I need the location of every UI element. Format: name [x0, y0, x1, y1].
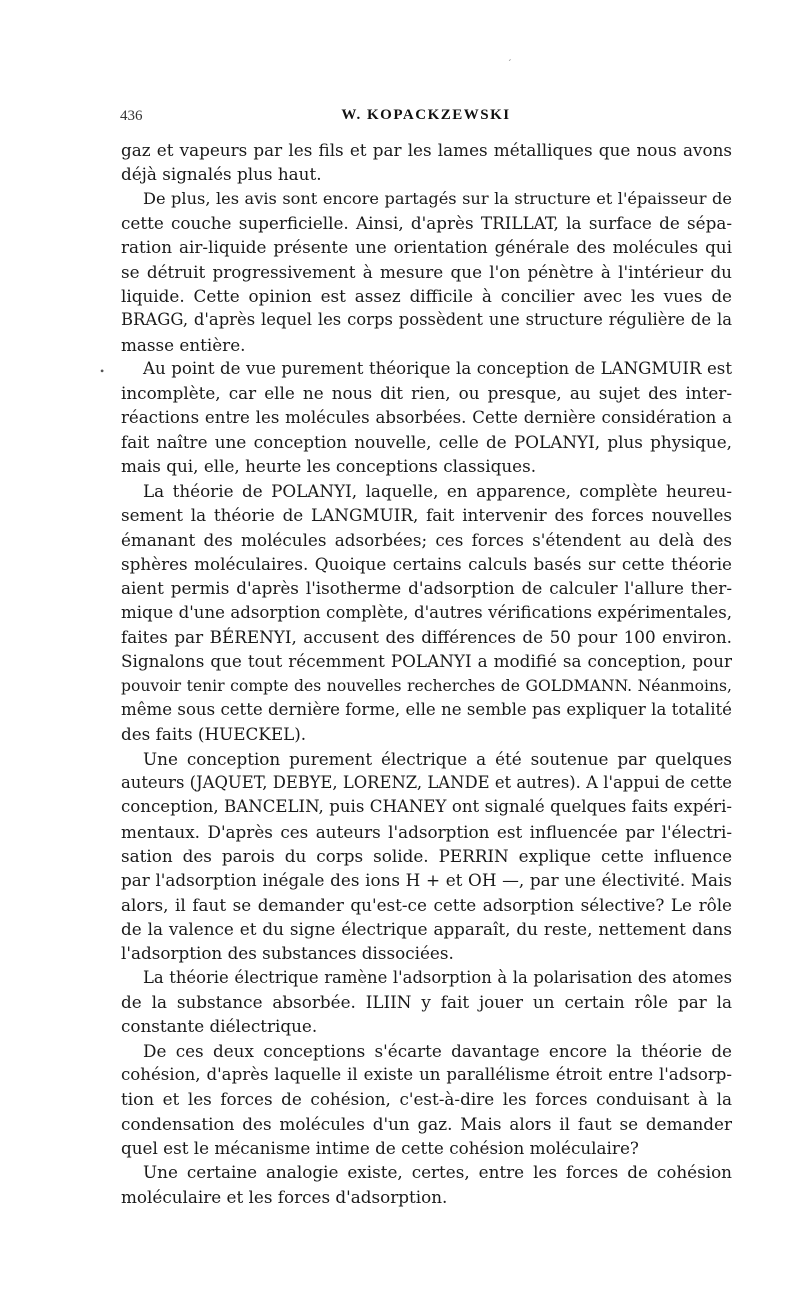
text-line: par l'adsorption inégale des ions H + et OH —, par une électivité. Mais	[121, 870, 732, 891]
text-line: De ces deux conceptions s'écarte davantage encore la théorie de	[143, 1040, 732, 1061]
text-line: sation des parois du corps solide. PERRIN explique cette influence	[121, 845, 732, 866]
text-line: conception, BANCELIN, puis CHANEY ont signalé quelques faits expéri-	[121, 797, 732, 817]
page-header	[120, 108, 732, 130]
text-line: sphères moléculaires. Quoique certains calculs basés sur cette théorie	[121, 553, 732, 574]
running-head: W. KOPACKZEWSKI	[341, 107, 511, 123]
text-line: cohésion, d'après laquelle il existe un parallélisme étroit entre l'adsorp-	[121, 1065, 732, 1085]
text-line: déjà signalés plus haut.	[121, 164, 322, 185]
page-number: 436	[120, 108, 143, 124]
text-line: La théorie électrique ramène l'adsorption à la polarisation des atomes	[143, 967, 732, 987]
text-line: auteurs (JAQUET, DEBYE, LORENZ, LANDE et autres). A l'appui de cette	[121, 772, 732, 792]
margin-mark: •	[100, 364, 105, 378]
text-line: tion et les forces de cohésion, c'est-à-dire les forces conduisant à la	[121, 1089, 732, 1110]
text-line: mentaux. D'après ces auteurs l'adsorption est influencée par l'électri-	[121, 821, 732, 842]
text-line: aient permis d'après l'isotherme d'adsorption de calculer l'allure ther-	[121, 578, 732, 599]
text-line: moléculaire et les forces d'adsorption.	[121, 1186, 448, 1207]
text-line: même sous cette dernière forme, elle ne semble pas expliquer la totalité	[121, 699, 732, 719]
text-line: ration air-liquide présente une orientation générale des molécules qui	[121, 237, 732, 258]
text-line: réactions entre les molécules absorbées. Cette dernière considération a	[121, 407, 732, 427]
text-line: BRAGG, d'après lequel les corps possèdent une structure régulière de la	[121, 310, 732, 330]
text-line: des faits (HUECKEL).	[121, 724, 307, 745]
text-line: se détruit progressivement à mesure que l'on pénètre à l'intérieur du	[121, 261, 732, 282]
text-line: mique d'une adsorption complète, d'autres vérifications expérimentales,	[121, 602, 732, 622]
text-line: La théorie de POLANYI, laquelle, en apparence, complète heureu-	[143, 480, 732, 501]
text-line: alors, il faut se demander qu'est-ce cette adsorption sélective? Le rôle	[121, 894, 732, 915]
text-line: sement la théorie de LANGMUIR, fait intervenir des forces nouvelles	[121, 505, 732, 526]
text-line: l'adsorption des substances dissociées.	[121, 943, 454, 964]
text-line: faites par BÉRENYI, accusent des différences de 50 pour 100 environ.	[121, 626, 732, 647]
text-line: pouvoir tenir compte des nouvelles recherches de GOLDMANN. Néanmoins,	[121, 676, 732, 695]
text-line: gaz et vapeurs par les fils et par les lames métalliques que nous avons	[121, 140, 732, 160]
text-line: De plus, les avis sont encore partagés sur la structure et l'épaisseur de	[143, 188, 732, 208]
text-line: masse entière.	[121, 334, 246, 355]
text-line: cette couche superficielle. Ainsi, d'après TRILLAT, la surface de sépa-	[121, 213, 732, 234]
stray-mark: ´	[508, 58, 512, 70]
text-line: constante diélectrique.	[121, 1016, 318, 1037]
text-line: liquide. Cette opinion est assez difficile à concilier avec les vues de	[121, 286, 732, 307]
text-line: fait naître une conception nouvelle, celle de POLANYI, plus physique,	[121, 432, 732, 453]
text-line: Au point de vue purement théorique la conception de LANGMUIR est	[143, 359, 732, 379]
text-line: condensation des molécules d'un gaz. Mais alors il faut se demander	[121, 1113, 732, 1134]
text-line: émanant des molécules adsorbées; ces forces s'étendent au delà des	[121, 529, 732, 550]
text-line: quel est le mécanisme intime de cette cohésion moléculaire?	[121, 1138, 639, 1159]
body-text	[121, 138, 732, 1209]
text-line: de la valence et du signe électrique apparaît, du reste, nettement dans	[121, 919, 732, 939]
text-line: incomplète, car elle ne nous dit rien, ou presque, au sujet des inter-	[121, 383, 732, 404]
text-line: Une conception purement électrique a été soutenue par quelques	[143, 748, 732, 769]
text-line: de la substance absorbée. ILIIN y fait jouer un certain rôle par la	[121, 992, 732, 1013]
text-line: Signalons que tout récemment POLANYI a modifié sa conception, pour	[121, 651, 732, 672]
text-line: mais qui, elle, heurte les conceptions classiques.	[121, 456, 537, 477]
text-line: Une certaine analogie existe, certes, entre les forces de cohésion	[143, 1162, 732, 1183]
